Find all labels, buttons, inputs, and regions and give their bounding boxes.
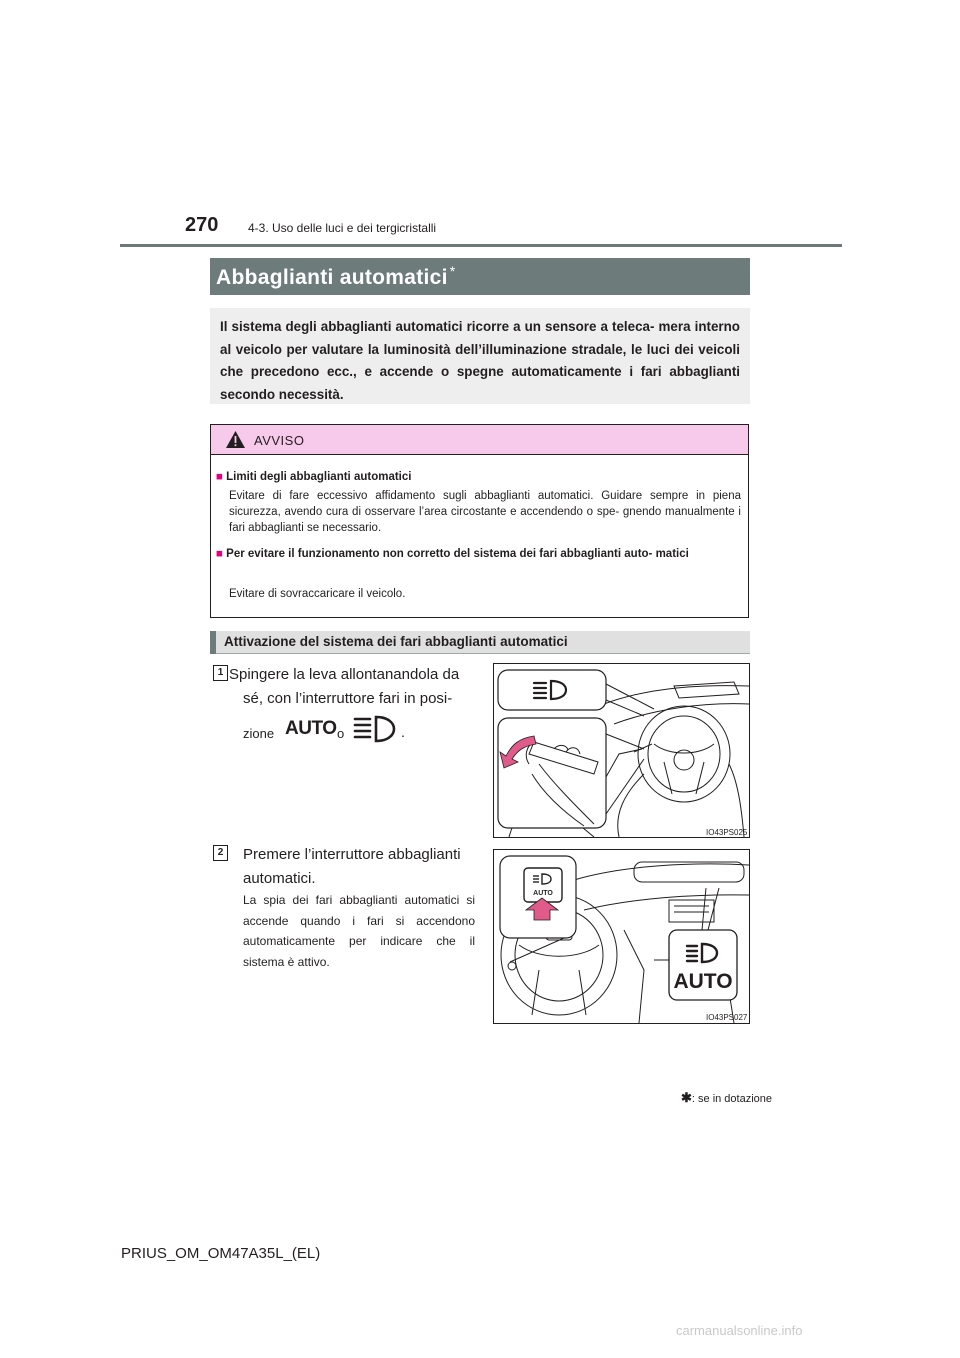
warning-heading-text: Per evitare il funzionamento non corretto del sistema dei fari abbaglianti auto- matici: [226, 548, 689, 560]
intro-text: Il sistema degli abbaglianti automatici ricorre a un sensore a teleca- mera interno al veicolo per valutare la luminosità dell’illuminazione stradale, le luci dei veicoli che precedono ecc., e accende o spegne automaticamente i fari abbaglianti secondo necessità.: [220, 319, 740, 402]
step-number: 2: [213, 845, 228, 861]
page-title: [216, 263, 456, 290]
section-title: 4-3. Uso delle luci e dei tergicristalli: [248, 221, 437, 235]
page-title-text: Abbaglianti automatici: [216, 266, 448, 289]
step-desc-line: sé, con l’interruttore fari in posi-: [243, 690, 453, 707]
subsection-bar-accent: [210, 631, 216, 654]
page-number: 270: [185, 214, 219, 236]
bullet-square: ■: [216, 548, 223, 560]
bullet-square: ■: [216, 471, 223, 483]
step-description: [229, 663, 475, 711]
warning-item-heading: [216, 546, 741, 562]
step-desc-end: .: [401, 724, 405, 740]
step-desc-line: Premere l’interruttore abbaglianti: [243, 846, 461, 863]
step-desc-line: Spingere la leva allontanandola da: [229, 666, 460, 683]
warning-heading-text: Limiti degli abbaglianti automatici: [226, 471, 412, 483]
step-desc-prefix: zione: [243, 726, 275, 741]
figure-code: IO43PS025: [706, 828, 748, 837]
headlight-icon: [352, 714, 397, 744]
warning-item-heading: [216, 469, 741, 485]
watermark: carmanualsonline.info: [676, 1323, 803, 1338]
figure-steering-lever: [493, 663, 750, 838]
step-desc-connector: o: [337, 726, 345, 741]
warning-triangle-icon: [225, 430, 246, 449]
auto-switch-glyph: AUTO: [285, 718, 337, 739]
subsection-title: Attivazione del sistema dei fari abbaglianti automatici: [224, 634, 568, 649]
footnote-marker: ✱: [681, 1090, 692, 1105]
warning-item-body: Evitare di sovraccaricare il veicolo.: [229, 588, 406, 600]
footer-code: PRIUS_OM_OM47A35L_(EL): [121, 1245, 321, 1262]
optional-marker: *: [449, 263, 456, 279]
dashboard-illustration: [494, 664, 749, 837]
step-note: La spia dei fari abbaglianti automatici si accende quando i fari si accendono automaticamente per indicare che il sistema è attivo.: [243, 893, 475, 969]
footnote: [681, 1090, 772, 1106]
figure-code: IO43PS027: [706, 1013, 748, 1022]
step-description: [243, 843, 475, 891]
step-number: 1: [213, 665, 228, 681]
auto-switch-label: AUTO: [673, 970, 733, 993]
warning-label: AVVISO: [254, 433, 305, 448]
footnote-text: : se in dotazione: [691, 1093, 773, 1105]
dashboard-illustration: [494, 850, 749, 1023]
step-desc-line: automatici.: [243, 870, 316, 887]
header-rule: [120, 244, 842, 247]
figure-auto-switch: [493, 849, 750, 1024]
auto-switch-label: AUTO: [533, 890, 553, 897]
warning-item-body: Evitare di fare eccessivo affidamento sugli abbaglianti automatici. Guidare sempre in piena sicurezza, avendo cura di osservare l’area circostante e accendendo o spe- gnendo manualmente i fari abbaglianti se necessario.: [229, 490, 741, 534]
